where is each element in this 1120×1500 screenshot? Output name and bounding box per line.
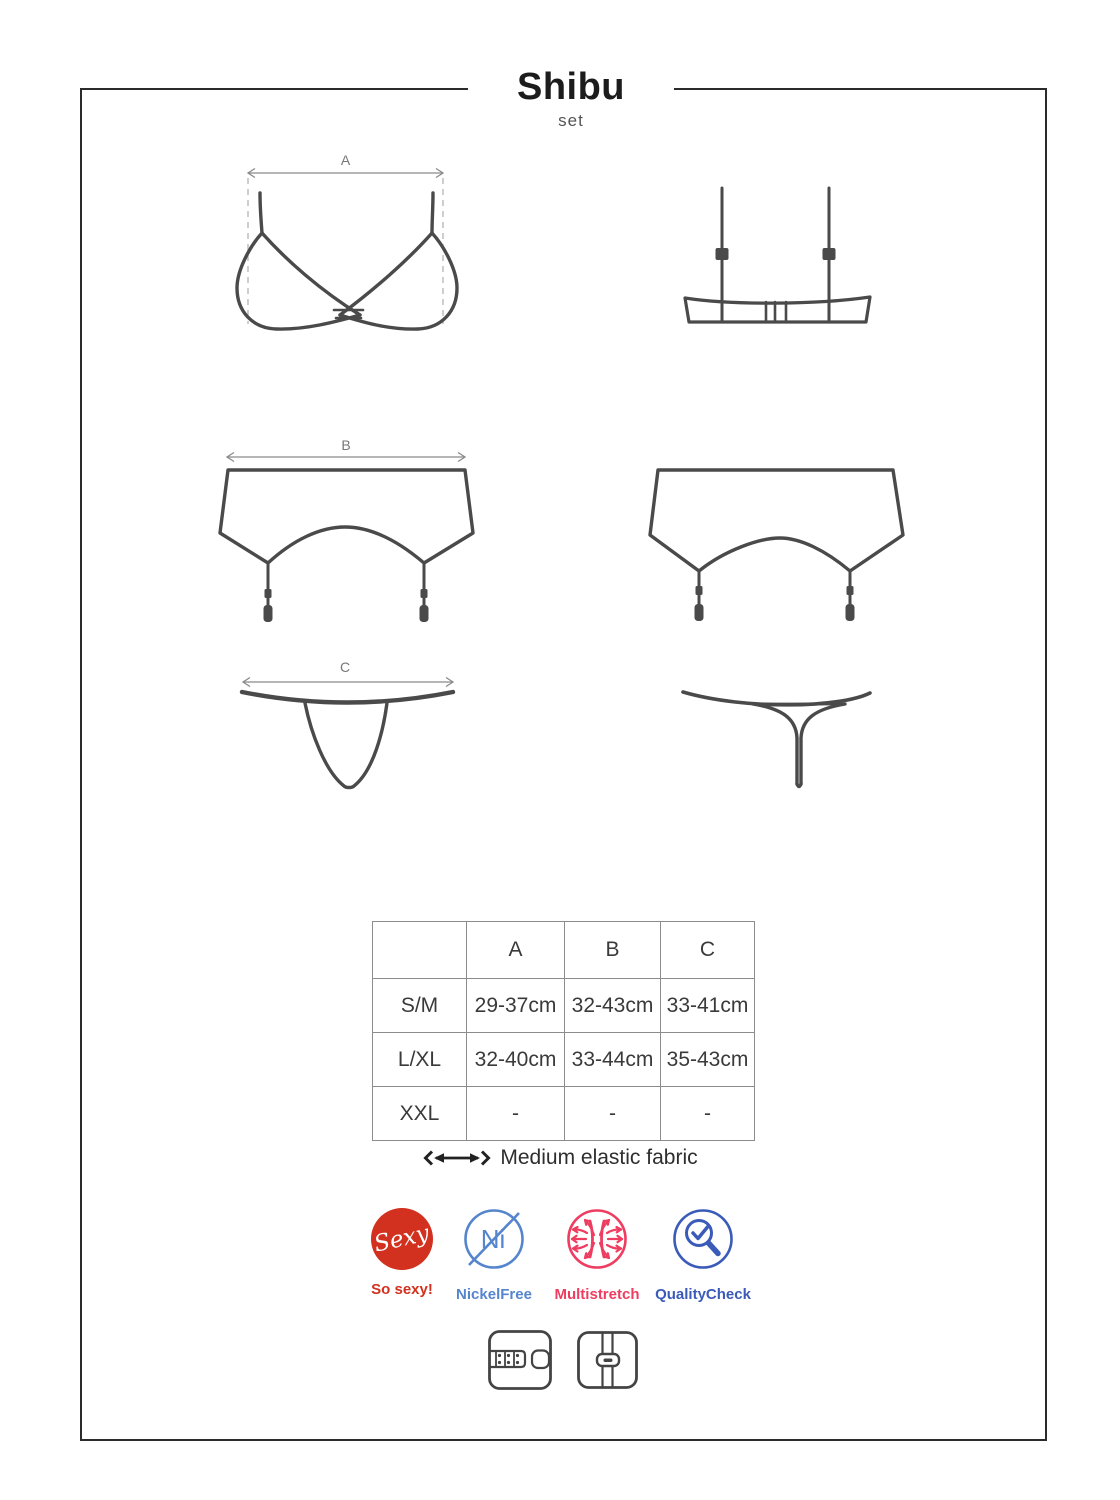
col-header-a: A [467, 922, 565, 979]
title-box [468, 50, 674, 152]
size-cell: - [565, 1087, 661, 1141]
multistretch-badge [545, 1208, 649, 1303]
fabric-note-label: Medium elastic fabric [500, 1146, 698, 1169]
size-cell: - [467, 1087, 565, 1141]
size-cell: 32-43cm [565, 979, 661, 1033]
quality-check-label: QualityCheck [655, 1286, 751, 1303]
size-label: XXL [373, 1087, 467, 1141]
size-cell: 33-41cm [661, 979, 755, 1033]
garter-belt-back-sketch [640, 455, 920, 640]
dimension-b-label: B [341, 437, 351, 453]
bra-back-sketch [655, 172, 885, 327]
dimension-c-label: C [339, 659, 351, 675]
size-row-lxl [373, 1033, 755, 1087]
size-table-header-row [373, 922, 755, 979]
size-row-sm [373, 979, 755, 1033]
quality-check-badge [648, 1208, 758, 1303]
size-table [372, 921, 755, 1141]
sexy-badge-icon-text: Sexy [372, 1220, 432, 1258]
col-header-c: C [661, 922, 755, 979]
size-label: S/M [373, 979, 467, 1033]
dimension-a-label: A [340, 152, 351, 168]
size-row-xxl [373, 1087, 755, 1141]
page-subtitle: set [558, 111, 584, 130]
hook-eye-closure-icon [488, 1330, 552, 1390]
bra-front-sketch [230, 148, 470, 346]
multistretch-icon [565, 1208, 629, 1270]
size-label: L/XL [373, 1033, 467, 1087]
nickel-free-label: NickelFree [456, 1286, 532, 1303]
nickel-free-icon [462, 1208, 526, 1270]
adjustable-strap-icon [577, 1331, 638, 1389]
nickel-free-badge [444, 1208, 544, 1303]
size-cell: 35-43cm [661, 1033, 755, 1087]
fabric-note [372, 1146, 750, 1170]
multistretch-label: Multistretch [554, 1286, 640, 1303]
size-cell: 33-44cm [565, 1033, 661, 1087]
thong-back-sketch [650, 662, 920, 797]
sexy-badge-label: So sexy! [371, 1281, 433, 1298]
size-cell: 32-40cm [467, 1033, 565, 1087]
size-table-corner-cell [373, 922, 467, 979]
sexy-badge [352, 1208, 452, 1298]
page-title: Shibu [516, 66, 626, 108]
size-cell: 29-37cm [467, 979, 565, 1033]
thong-front-sketch [225, 655, 475, 805]
size-cell: - [661, 1087, 755, 1141]
quality-check-icon [671, 1208, 735, 1270]
stretch-arrow-icon [424, 1150, 490, 1166]
nickel-free-icon-text: Ni [480, 1224, 506, 1254]
garter-belt-front-sketch [202, 436, 482, 636]
col-header-b: B [565, 922, 661, 979]
sexy-badge-icon [371, 1208, 433, 1270]
